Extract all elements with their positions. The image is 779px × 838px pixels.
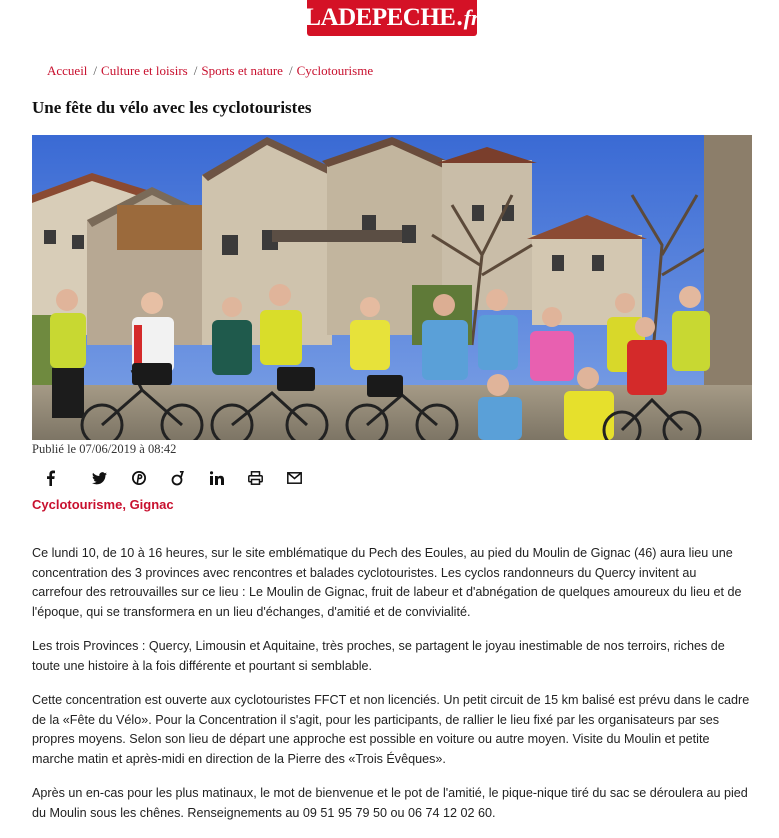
print-icon[interactable]: [236, 467, 275, 489]
linkedin-icon[interactable]: [197, 467, 236, 489]
share-bar: [41, 467, 314, 489]
facebook-icon[interactable]: [41, 467, 59, 489]
logo-text: LADEPECHE: [304, 4, 456, 31]
breadcrumb-home[interactable]: Accueil: [47, 63, 88, 78]
logo-extension: fr: [463, 5, 480, 30]
tag-separator: ,: [122, 497, 126, 512]
logo-dot: .: [456, 4, 463, 31]
article-paragraph: Cette concentration est ouverte aux cyclotouristes FFCT et non licenciés. Un petit circuit de 15 km balisé est prévu dans le cadre de la «Fête du Vélo». Pour la Concentration il s'agit, pour les participants, de rallier le lieu fixé par les organisateurs par ses propres moyens. Selon son lieu de départ une approche est possible en voiture ou autre moyen. Visite du Moulin et petite marche matin et après-midi en direction de la Pierre des «Trois Évêques».: [32, 693, 750, 766]
article-body: [32, 544, 750, 838]
article-paragraph: Après un en-cas pour les plus matinaux, le mot de bienvenue et le pot de l'amitié, le pique-nique tiré du sac se déroulera au pied du Moulin sous les chênes. Renseignements au 09 51 95 79 50 ou 06 74 12 02 60.: [32, 786, 748, 820]
article-tags: [32, 497, 174, 512]
breadcrumb-culture-loisirs[interactable]: Culture et loisirs: [101, 63, 188, 78]
article-title: Une fête du vélo avec les cyclotouristes: [32, 98, 312, 117]
tag-gignac[interactable]: Gignac: [129, 497, 174, 512]
breadcrumb-separator: /: [93, 63, 98, 78]
tag-cyclotourisme[interactable]: Cyclotourisme: [32, 497, 123, 512]
twitter-icon[interactable]: [80, 467, 119, 489]
email-icon[interactable]: [275, 467, 314, 489]
site-logo[interactable]: [304, 0, 480, 36]
article-paragraph: Les trois Provinces : Quercy, Limousin et Aquitaine, très proches, se partagent le joyau inestimable de nos terroirs, riches de toute une histoire à la fois différente et pourtant si semblable.: [32, 639, 725, 673]
viadeo-icon[interactable]: [158, 467, 197, 489]
breadcrumb: [47, 63, 373, 79]
breadcrumb-separator: /: [193, 63, 198, 78]
published-date: Publié le 07/06/2019 à 08:42: [32, 442, 177, 456]
article-paragraph: Ce lundi 10, de 10 à 16 heures, sur le site emblématique du Pech des Eoules, au pied du Moulin de Gignac (46) aura lieu une concentration des 3 provinces avec rencontres et balades cyclotouristes. Les cyclos randonneurs du Quercy invitent au carrefour des retrouvailles sur ce lieu : Le Moulin de Gignac, fruit de labeur et d'abnégation de quelques amoureux du lieu et de l'époque, qui se transformera en un lieu d'échanges, d'amitié et de convivialité.: [32, 546, 742, 619]
breadcrumb-sports-nature[interactable]: Sports et nature: [201, 63, 283, 78]
pinterest-icon[interactable]: [119, 467, 158, 489]
breadcrumb-separator: /: [288, 63, 293, 78]
article-photo[interactable]: [32, 135, 752, 440]
breadcrumb-cyclotourisme[interactable]: Cyclotourisme: [296, 63, 374, 78]
